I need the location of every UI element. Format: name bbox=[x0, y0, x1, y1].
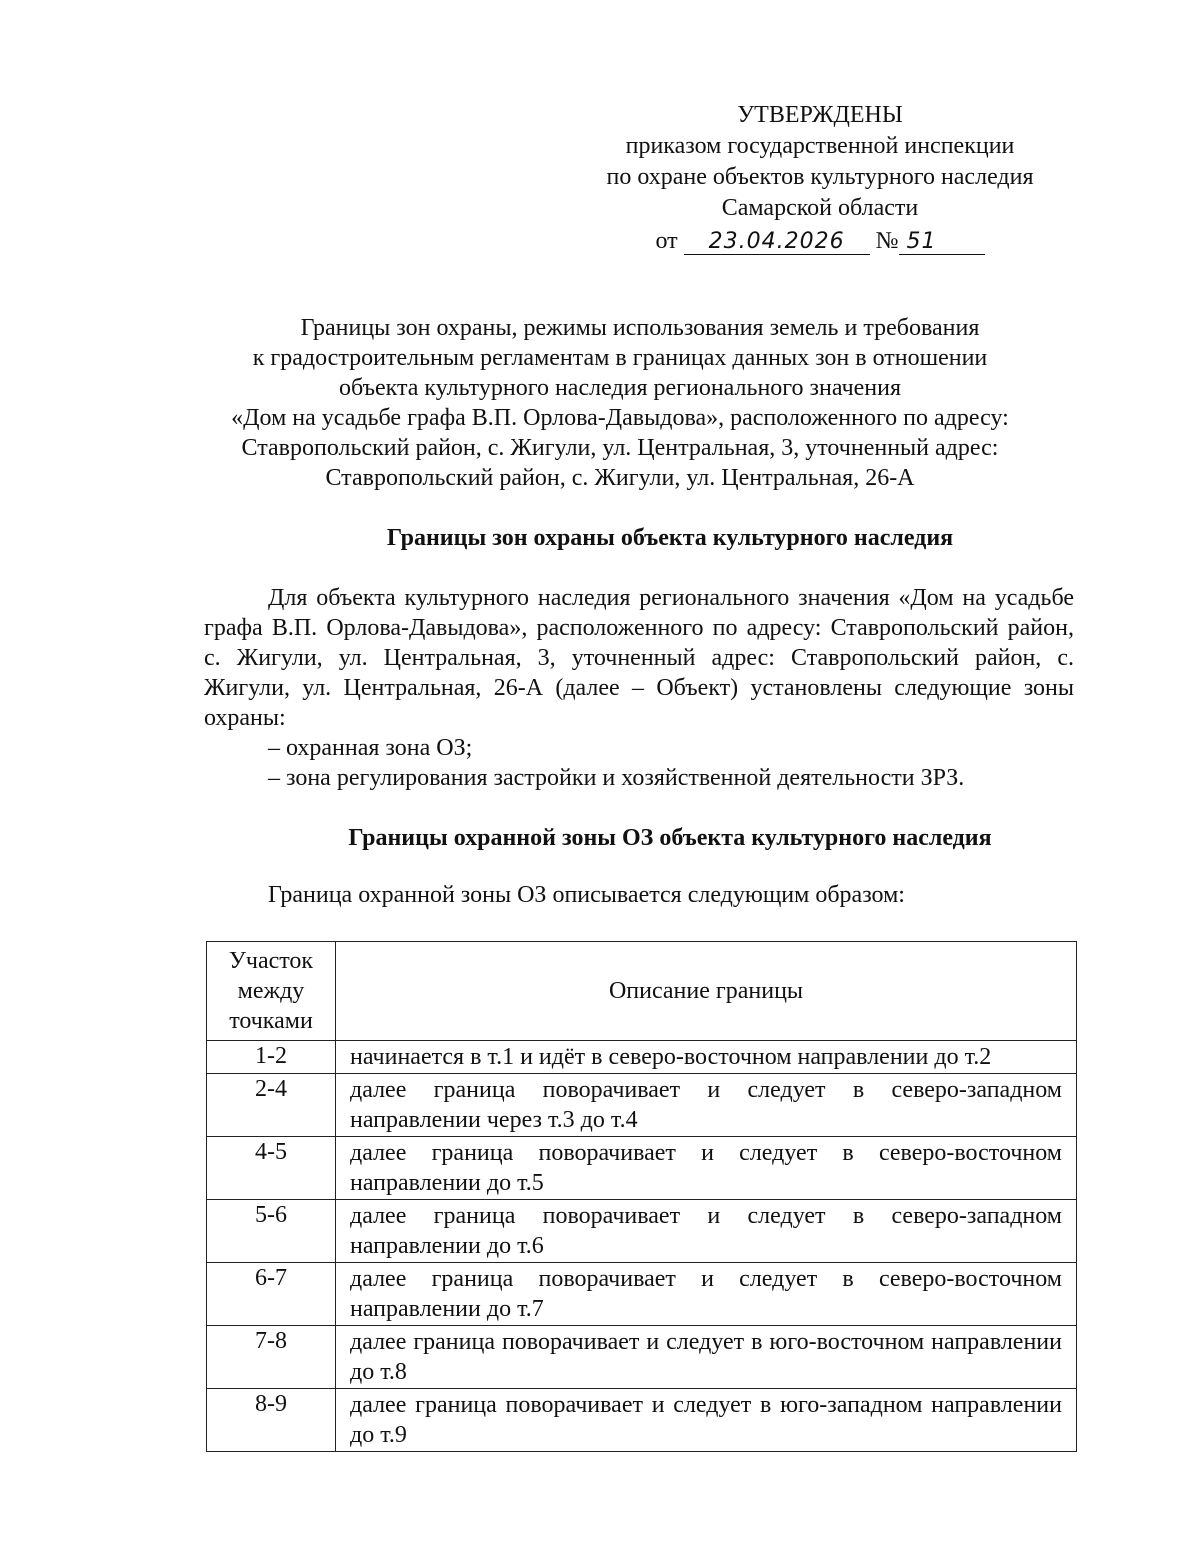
table-row bbox=[207, 1074, 1077, 1137]
number-prefix: № bbox=[875, 228, 899, 254]
approval-line: Самарской области bbox=[721, 195, 919, 221]
approval-block bbox=[560, 100, 1080, 257]
segment-cell: 6-7 bbox=[207, 1263, 336, 1326]
table-row bbox=[207, 1263, 1077, 1326]
column-header-description: Описание границы bbox=[336, 942, 1077, 1041]
section-heading-zones: Границы зон охраны объекта культурного наследия bbox=[386, 525, 954, 551]
segment-cell: 5-6 bbox=[207, 1200, 336, 1263]
table-row bbox=[207, 1389, 1077, 1452]
order-date: 23.04.2026 bbox=[684, 230, 870, 255]
zone-list-item: – зона регулирования застройки и хозяйственной деятельности ЗРЗ. bbox=[268, 765, 965, 791]
approval-line: приказом государственной инспекции bbox=[625, 133, 1015, 159]
description-cell: далее граница поворачивает и следует в северо-восточном направлении до т.7 bbox=[336, 1263, 1077, 1326]
segment-cell: 4-5 bbox=[207, 1137, 336, 1200]
table-row bbox=[207, 1041, 1077, 1074]
title-line: Ставропольский район, с. Жигули, ул. Центральная, 3, уточненный адрес: bbox=[241, 435, 999, 461]
segment-cell: 1-2 bbox=[207, 1041, 336, 1074]
boundary-table bbox=[206, 941, 1077, 1452]
table-row bbox=[207, 1200, 1077, 1263]
title-line: Границы зон охраны, режимы использования земель и требования bbox=[300, 315, 980, 341]
description-cell: далее граница поворачивает и следует в северо-западном направлении до т.6 bbox=[336, 1200, 1077, 1263]
segment-cell: 7-8 bbox=[207, 1326, 336, 1389]
table-row bbox=[207, 1326, 1077, 1389]
title-line: «Дом на усадьбе графа В.П. Орлова-Давыдова», расположенного по адресу: bbox=[231, 405, 1009, 431]
description-cell: далее граница поворачивает и следует в юго-восточном направлении до т.8 bbox=[336, 1326, 1077, 1389]
oz-intro-text: Граница охранной зоны ОЗ описывается следующим образом: bbox=[268, 882, 905, 908]
segment-cell: 2-4 bbox=[207, 1074, 336, 1137]
title-line: к градостроительным регламентам в границах данных зон в отношении bbox=[252, 345, 988, 371]
description-cell: начинается в т.1 и идёт в северо-восточном направлении до т.2 bbox=[336, 1041, 1077, 1074]
zones-paragraph-text: Для объекта культурного наследия регионального значения «Дом на усадьбе графа В.П. Орлова-Давыдова», расположенного по адресу: Ставропольский район, с. Жигули, ул. Центральная, 3, уточненный адрес: Ставропольский район, с. Жигули, ул. Центральная, 26-А (далее – Объект) установлены следующие зоны охраны: bbox=[204, 585, 1074, 731]
column-header-segment: Участок между точками bbox=[207, 942, 336, 1041]
segment-cell: 8-9 bbox=[207, 1389, 336, 1452]
zone-list-item: – охранная зона ОЗ; bbox=[268, 735, 473, 761]
description-cell: далее граница поворачивает и следует в юго-западном направлении до т.9 bbox=[336, 1389, 1077, 1452]
description-cell: далее граница поворачивает и следует в северо-западном направлении через т.3 до т.4 bbox=[336, 1074, 1077, 1137]
title-line: объекта культурного наследия регионального значения bbox=[338, 375, 902, 401]
approval-heading: УТВЕРЖДЕНЫ bbox=[737, 102, 903, 128]
table-header-row bbox=[207, 942, 1077, 1041]
zones-paragraph bbox=[204, 583, 1074, 733]
order-date-line bbox=[560, 226, 1080, 257]
approval-line: по охране объектов культурного наследия bbox=[606, 164, 1034, 190]
table-row bbox=[207, 1137, 1077, 1200]
description-cell: далее граница поворачивает и следует в северо-восточном направлении до т.5 bbox=[336, 1137, 1077, 1200]
section-heading-oz: Границы охранной зоны ОЗ объекта культурного наследия bbox=[348, 825, 992, 851]
document-title bbox=[170, 313, 1070, 493]
date-prefix: от bbox=[655, 228, 678, 254]
order-number: 51 bbox=[899, 230, 985, 255]
title-line: Ставропольский район, с. Жигули, ул. Центральная, 26-А bbox=[325, 465, 915, 491]
